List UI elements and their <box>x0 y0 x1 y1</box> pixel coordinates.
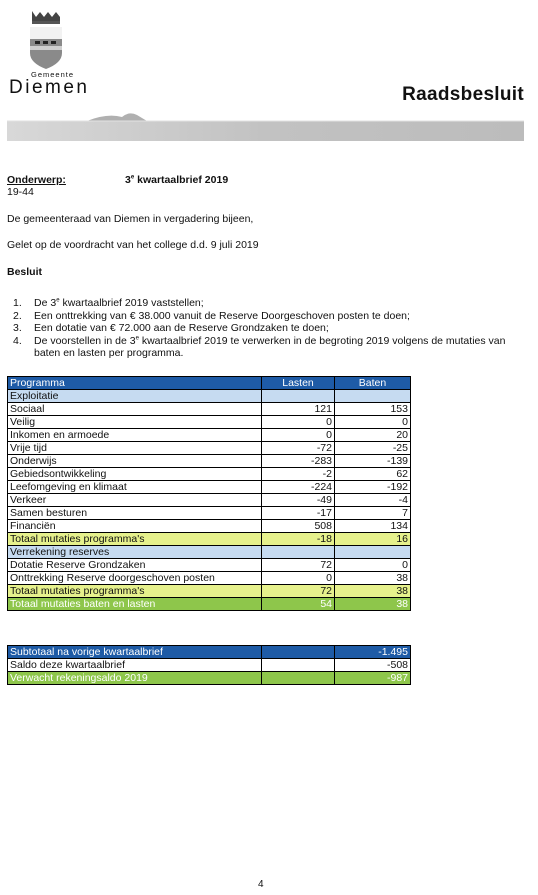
baten-value: 134 <box>335 520 411 533</box>
lasten-value: 0 <box>262 429 335 442</box>
row-label: Inkomen en armoede <box>8 429 262 442</box>
table-row <box>8 585 411 598</box>
balance-summary-table <box>7 645 411 685</box>
lasten-value: -18 <box>262 533 335 546</box>
baten-value: 153 <box>335 403 411 416</box>
table-row <box>8 494 411 507</box>
page-number: 4 <box>258 879 264 890</box>
table-row <box>8 468 411 481</box>
column-header-programma: Programma <box>8 377 262 390</box>
reference-number: 19-44 <box>7 186 34 198</box>
baten-value: -25 <box>335 442 411 455</box>
decision-number: 3. <box>13 322 22 334</box>
lasten-value <box>262 546 335 559</box>
row-label: Subtotaal na vorige kwartaalbrief <box>8 646 262 659</box>
decision-list <box>13 297 528 360</box>
lasten-value: 72 <box>262 585 335 598</box>
row-label: Veilig <box>8 416 262 429</box>
table-row <box>8 416 411 429</box>
column-header-lasten: Lasten <box>262 377 335 390</box>
row-label: Totaal mutaties baten en lasten <box>8 598 262 611</box>
table-row <box>8 572 411 585</box>
lasten-value: 54 <box>262 598 335 611</box>
baten-value: 38 <box>335 572 411 585</box>
table-row <box>8 442 411 455</box>
table-row <box>8 672 411 685</box>
table-row <box>8 507 411 520</box>
baten-value: 38 <box>335 585 411 598</box>
subject-value: 3e kwartaalbrief 2019 <box>125 174 229 186</box>
baten-value: -508 <box>335 659 411 672</box>
row-label: Verwacht rekeningsaldo 2019 <box>8 672 262 685</box>
decision-item: 3. Een dotatie van € 72.000 aan de Reserve Grondzaken te doen; <box>13 322 329 334</box>
row-label: Verkeer <box>8 494 262 507</box>
row-label: Leefomgeving en klimaat <box>8 481 262 494</box>
baten-value: -4 <box>335 494 411 507</box>
lasten-value: 508 <box>262 520 335 533</box>
baten-value <box>335 546 411 559</box>
document-title: Raadsbesluit <box>402 84 524 105</box>
lasten-value <box>262 646 335 659</box>
intro-text: De gemeenteraad van Diemen in vergadering bijeen, <box>7 213 254 225</box>
decision-item: 1. De 3e kwartaalbrief 2019 vaststellen; <box>13 297 204 309</box>
table-row <box>8 481 411 494</box>
row-label: Onderwijs <box>8 455 262 468</box>
baten-value: -1.495 <box>335 646 411 659</box>
lasten-value: -49 <box>262 494 335 507</box>
lasten-value: -224 <box>262 481 335 494</box>
table-row <box>8 659 411 672</box>
row-label: Verrekening reserves <box>8 546 262 559</box>
row-label: Financiën <box>8 520 262 533</box>
row-label: Vrije tijd <box>8 442 262 455</box>
municipality-label: Gemeente <box>31 70 75 79</box>
decision-number: 2. <box>13 309 22 322</box>
table-row <box>8 390 411 403</box>
baten-value: 62 <box>335 468 411 481</box>
lasten-value <box>262 659 335 672</box>
table-row <box>8 429 411 442</box>
lasten-value: -72 <box>262 442 335 455</box>
decision-item: 2. Een onttrekking van € 38.000 vanuit de Reserve Doorgeschoven posten te doen; <box>13 309 410 322</box>
programme-mutations-table <box>7 376 411 611</box>
table-row <box>8 646 411 659</box>
consideration-text: Gelet op de voordracht van het college d.d. 9 juli 2019 <box>7 239 259 251</box>
column-header-baten: Baten <box>335 377 411 390</box>
row-label: Saldo deze kwartaalbrief <box>8 659 262 672</box>
table-row <box>8 559 411 572</box>
row-label: Dotatie Reserve Grondzaken <box>8 559 262 572</box>
lasten-value: 0 <box>262 572 335 585</box>
row-label: Totaal mutaties programma's <box>8 585 262 598</box>
row-label: Sociaal <box>8 403 262 416</box>
decision-item: 4. De voorstellen in de 3e kwartaalbrief 2019 te verwerken in de begroting 2019 volgens de mutaties van baten en lasten per programma. <box>13 334 506 359</box>
baten-value: 0 <box>335 416 411 429</box>
baten-value: 20 <box>335 429 411 442</box>
lasten-value: -283 <box>262 455 335 468</box>
row-label: Gebiedsontwikkeling <box>8 468 262 481</box>
table-row <box>8 403 411 416</box>
municipality-name: Diemen <box>9 77 90 98</box>
table-header-row <box>8 377 411 390</box>
decision-number: 1. <box>13 297 22 309</box>
lasten-value: 72 <box>262 559 335 572</box>
decision-heading: Besluit <box>7 266 43 278</box>
row-label: Exploitatie <box>8 390 262 403</box>
decorative-banner <box>7 109 524 145</box>
baten-value: -139 <box>335 455 411 468</box>
baten-value: 0 <box>335 559 411 572</box>
table-row <box>8 598 411 611</box>
row-label: Onttrekking Reserve doorgeschoven posten <box>8 572 262 585</box>
decision-number: 4. <box>13 334 22 347</box>
lasten-value: -17 <box>262 507 335 520</box>
subject-label: Onderwerp: <box>7 174 66 186</box>
lasten-value <box>262 672 335 685</box>
baten-value: 16 <box>335 533 411 546</box>
lasten-value <box>262 390 335 403</box>
municipal-crest-logo <box>26 9 66 71</box>
baten-value <box>335 390 411 403</box>
baten-value: 7 <box>335 507 411 520</box>
lasten-value: -2 <box>262 468 335 481</box>
baten-value: -192 <box>335 481 411 494</box>
lasten-value: 121 <box>262 403 335 416</box>
baten-value: -987 <box>335 672 411 685</box>
row-label: Totaal mutaties programma's <box>8 533 262 546</box>
baten-value: 38 <box>335 598 411 611</box>
row-label: Samen besturen <box>8 507 262 520</box>
table-row <box>8 520 411 533</box>
table-row <box>8 546 411 559</box>
table-row <box>8 455 411 468</box>
table-row <box>8 533 411 546</box>
lasten-value: 0 <box>262 416 335 429</box>
